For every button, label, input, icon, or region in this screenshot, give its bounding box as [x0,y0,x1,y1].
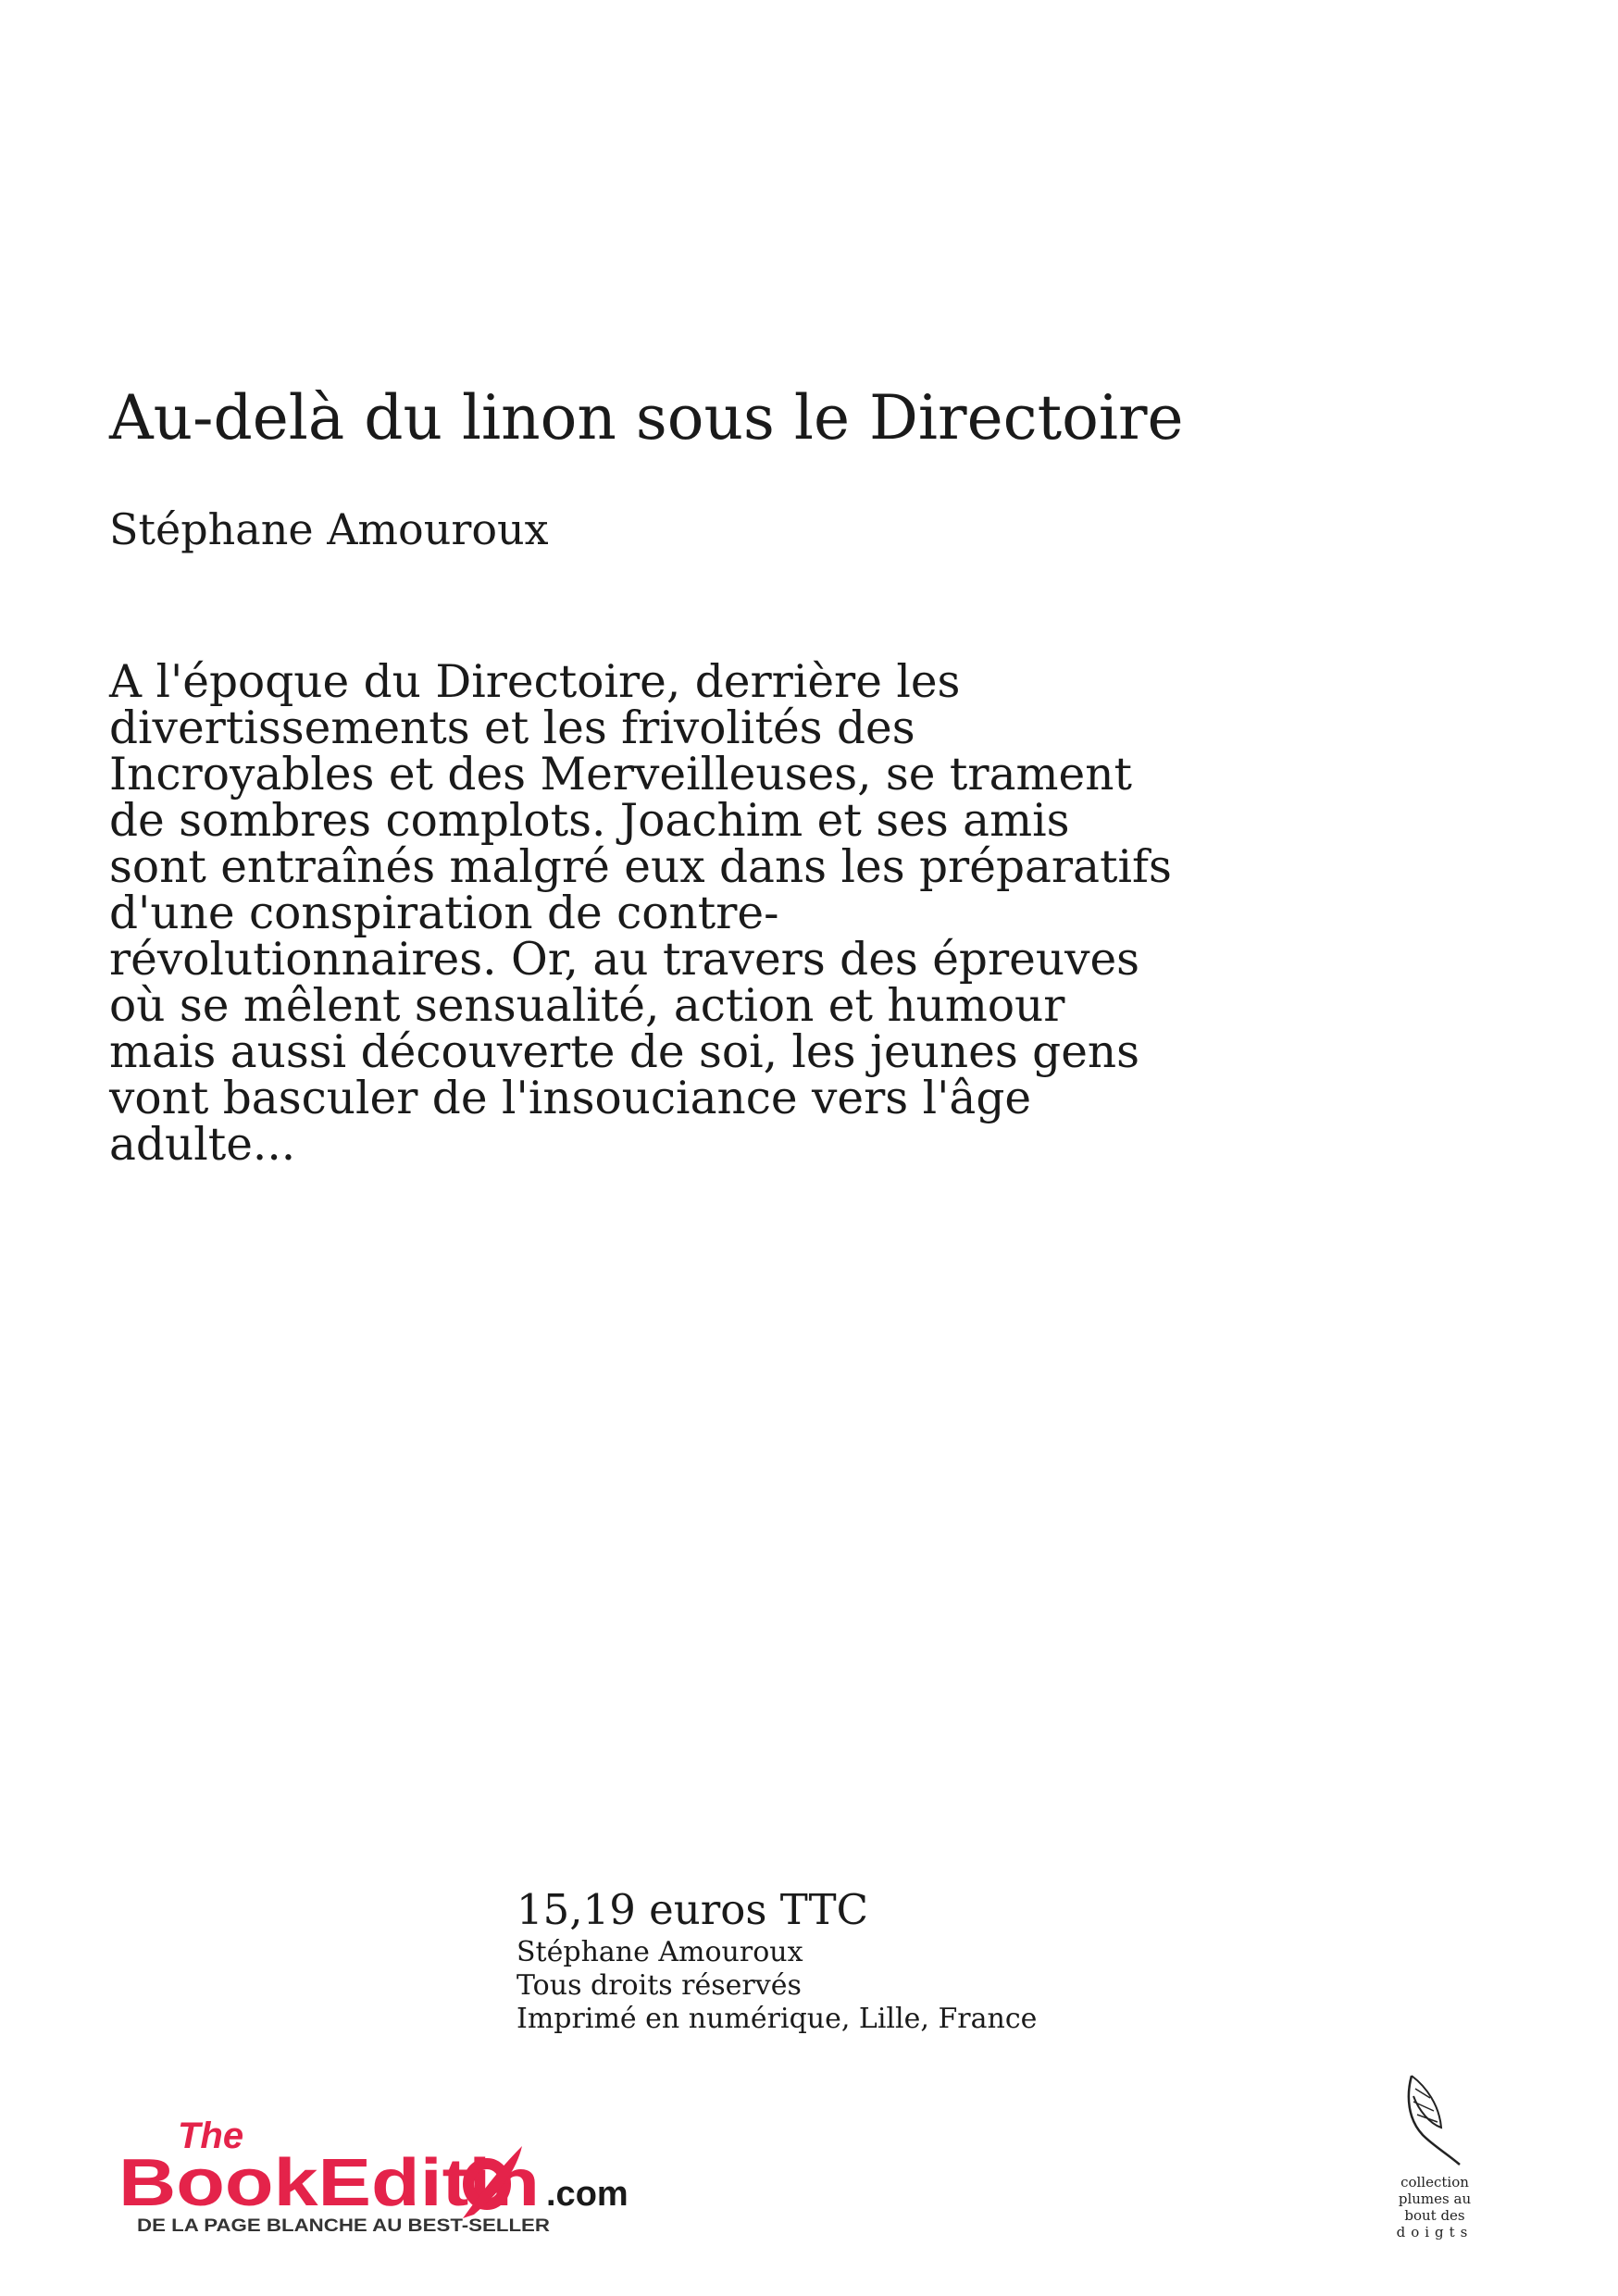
summary-line: où se mêlent sensualité, action et humour [109,980,1065,1032]
feather-icon [1393,2068,1476,2170]
summary-line: sont entraînés malgré eux dans les préparatifs [109,841,1172,893]
logo-domain: .com [546,2175,629,2214]
collection-logo [1393,2068,1476,2240]
summary-line: A l'époque du Directoire, derrière les [109,656,961,708]
colophon-author: Stéphane Amouroux [517,1936,803,1968]
logo-brand-end: n [491,2146,532,2220]
publisher-logo [118,2115,655,2235]
summary-line: d'une conspiration de contre- [109,887,779,939]
summary-line: de sombres complots. Joachim et ses amis [109,795,1070,847]
summary-line: adulte... [109,1119,296,1171]
summary-line: Incroyables et des Merveilleuses, se trament [109,749,1132,800]
collection-line: doigts [1396,2224,1474,2240]
logo-tagline: DE LA PAGE BLANCHE AU BEST-SELLER [137,2216,551,2235]
rights-notice: Tous droits réservés [517,1969,802,2002]
summary-line: mais aussi découverte de soi, les jeunes gens [109,1026,1140,1078]
collection-line: collection [1400,2174,1469,2191]
colophon [517,1884,1037,2036]
print-location: Imprimé en numérique, Lille, France [517,2003,1038,2035]
summary-line: divertissements et les frivolités des [109,702,915,754]
logo-the: The [178,2116,244,2156]
book-summary [109,656,1220,1171]
collection-line: bout des [1404,2207,1465,2224]
collection-line: plumes au [1398,2191,1472,2207]
price: 15,19 euros TTC [517,1885,869,1934]
book-title: Au-delà du linon sous le Directoire [109,382,1184,453]
summary-line: révolutionnaires. Or, au travers des épreuves [109,934,1140,986]
book-author: Stéphane Amouroux [109,504,549,554]
summary-line: vont basculer de l'insouciance vers l'âge [109,1073,1032,1124]
logo-brand-start: BookEditi [118,2146,429,2220]
